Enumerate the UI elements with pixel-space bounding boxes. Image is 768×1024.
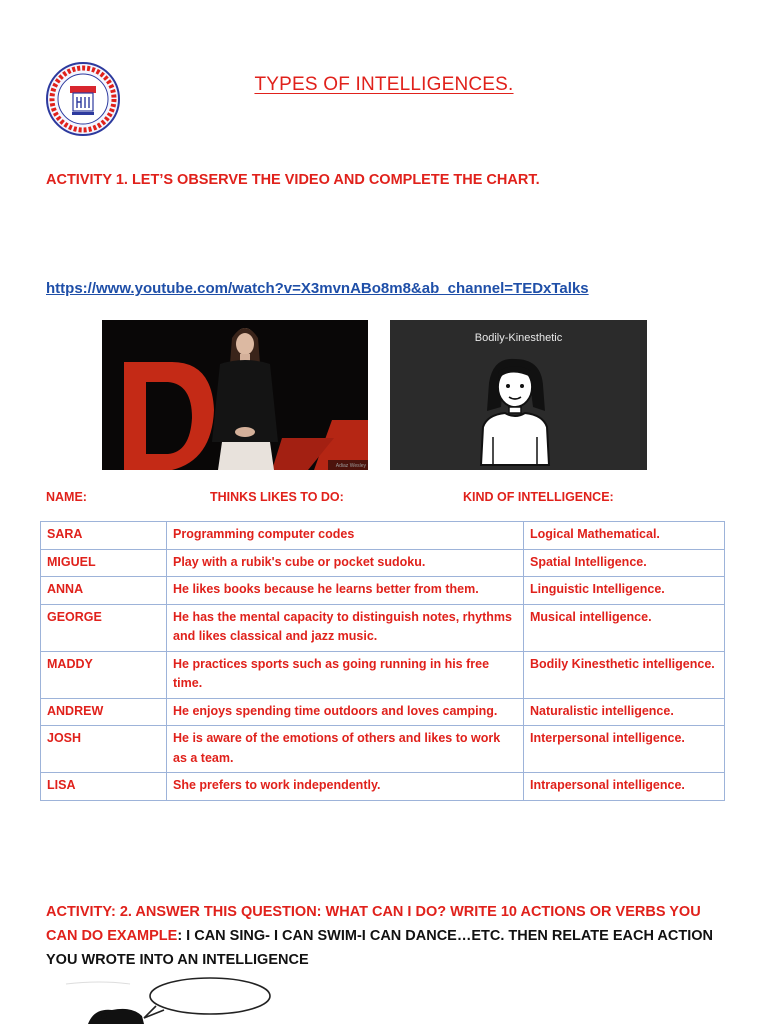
cell-name: JOSH <box>41 726 167 773</box>
cell-intelligence: Musical intelligence. <box>524 604 725 651</box>
cell-intelligence: Intrapersonal intelligence. <box>524 773 725 801</box>
table-row <box>41 698 725 726</box>
video-link[interactable]: https://www.youtube.com/watch?v=X3mvnABo8m8&ab_channel=TEDxTalks <box>46 280 589 297</box>
cell-name: ANDREW <box>41 698 167 726</box>
header-thinks-likes: THINKS LIKES TO DO: <box>210 490 344 504</box>
table-row <box>41 651 725 698</box>
cell-activity: He is aware of the emotions of others and likes to work as a team. <box>167 726 524 773</box>
cell-activity: He enjoys spending time outdoors and loves camping. <box>167 698 524 726</box>
activity-1-heading: ACTIVITY 1. LET’S OBSERVE THE VIDEO AND COMPLETE THE CHART. <box>46 172 540 188</box>
cell-intelligence: Naturalistic intelligence. <box>524 698 725 726</box>
table-row <box>41 773 725 801</box>
video-watermark: Adiaz Wesley <box>335 463 366 469</box>
table-row <box>41 726 725 773</box>
cell-name: GEORGE <box>41 604 167 651</box>
header-name: NAME: <box>46 490 87 504</box>
girl-cartoon-icon <box>465 355 575 467</box>
intelligence-chart <box>40 521 725 801</box>
page-title: TYPES OF INTELLIGENCES. <box>254 74 514 95</box>
table-row <box>41 522 725 550</box>
table-row <box>41 549 725 577</box>
speech-bubble-icon <box>60 970 300 1024</box>
tedx-stage-illustration <box>102 320 368 470</box>
cell-name: LISA <box>41 773 167 801</box>
bodily-kinesthetic-video-thumbnail[interactable] <box>390 320 647 470</box>
cell-intelligence: Interpersonal intelligence. <box>524 726 725 773</box>
cell-name: SARA <box>41 522 167 550</box>
cell-activity: Play with a rubik's cube or pocket sudoku. <box>167 549 524 577</box>
tedx-video-thumbnail[interactable] <box>102 320 368 470</box>
header-kind-intelligence: KIND OF INTELLIGENCE: <box>463 490 614 504</box>
table-row <box>41 604 725 651</box>
table-row <box>41 577 725 605</box>
cell-activity: Programming computer codes <box>167 522 524 550</box>
cell-name: MADDY <box>41 651 167 698</box>
activity-2-question: ACTIVITY: 2. ANSWER THIS QUESTION: WHAT CAN I DO? WRITE 10 ACTIONS OR VERBS YOU CAN DO EXAMPLE <box>46 904 701 944</box>
activity-2-example: : I CAN SING- I CAN SWIM-I CAN DANCE…ETC. THEN RELATE EACH ACTION YOU WROTE INTO AN INTELLIGENCE <box>46 928 714 968</box>
cell-activity: He practices sports such as going running in his free time. <box>167 651 524 698</box>
cell-intelligence: Linguistic Intelligence. <box>524 577 725 605</box>
cell-name: ANNA <box>41 577 167 605</box>
cell-activity: He has the mental capacity to distinguish notes, rhythms and likes classical and jazz music. <box>167 604 524 651</box>
cell-activity: She prefers to work independently. <box>167 773 524 801</box>
cell-intelligence: Spatial Intelligence. <box>524 549 725 577</box>
activity-2-instructions <box>46 900 736 972</box>
video-caption: Bodily-Kinesthetic <box>474 332 563 344</box>
cell-intelligence: Bodily Kinesthetic intelligence. <box>524 651 725 698</box>
cell-activity: He likes books because he learns better from them. <box>167 577 524 605</box>
cell-intelligence: Logical Mathematical. <box>524 522 725 550</box>
cell-name: MIGUEL <box>41 549 167 577</box>
